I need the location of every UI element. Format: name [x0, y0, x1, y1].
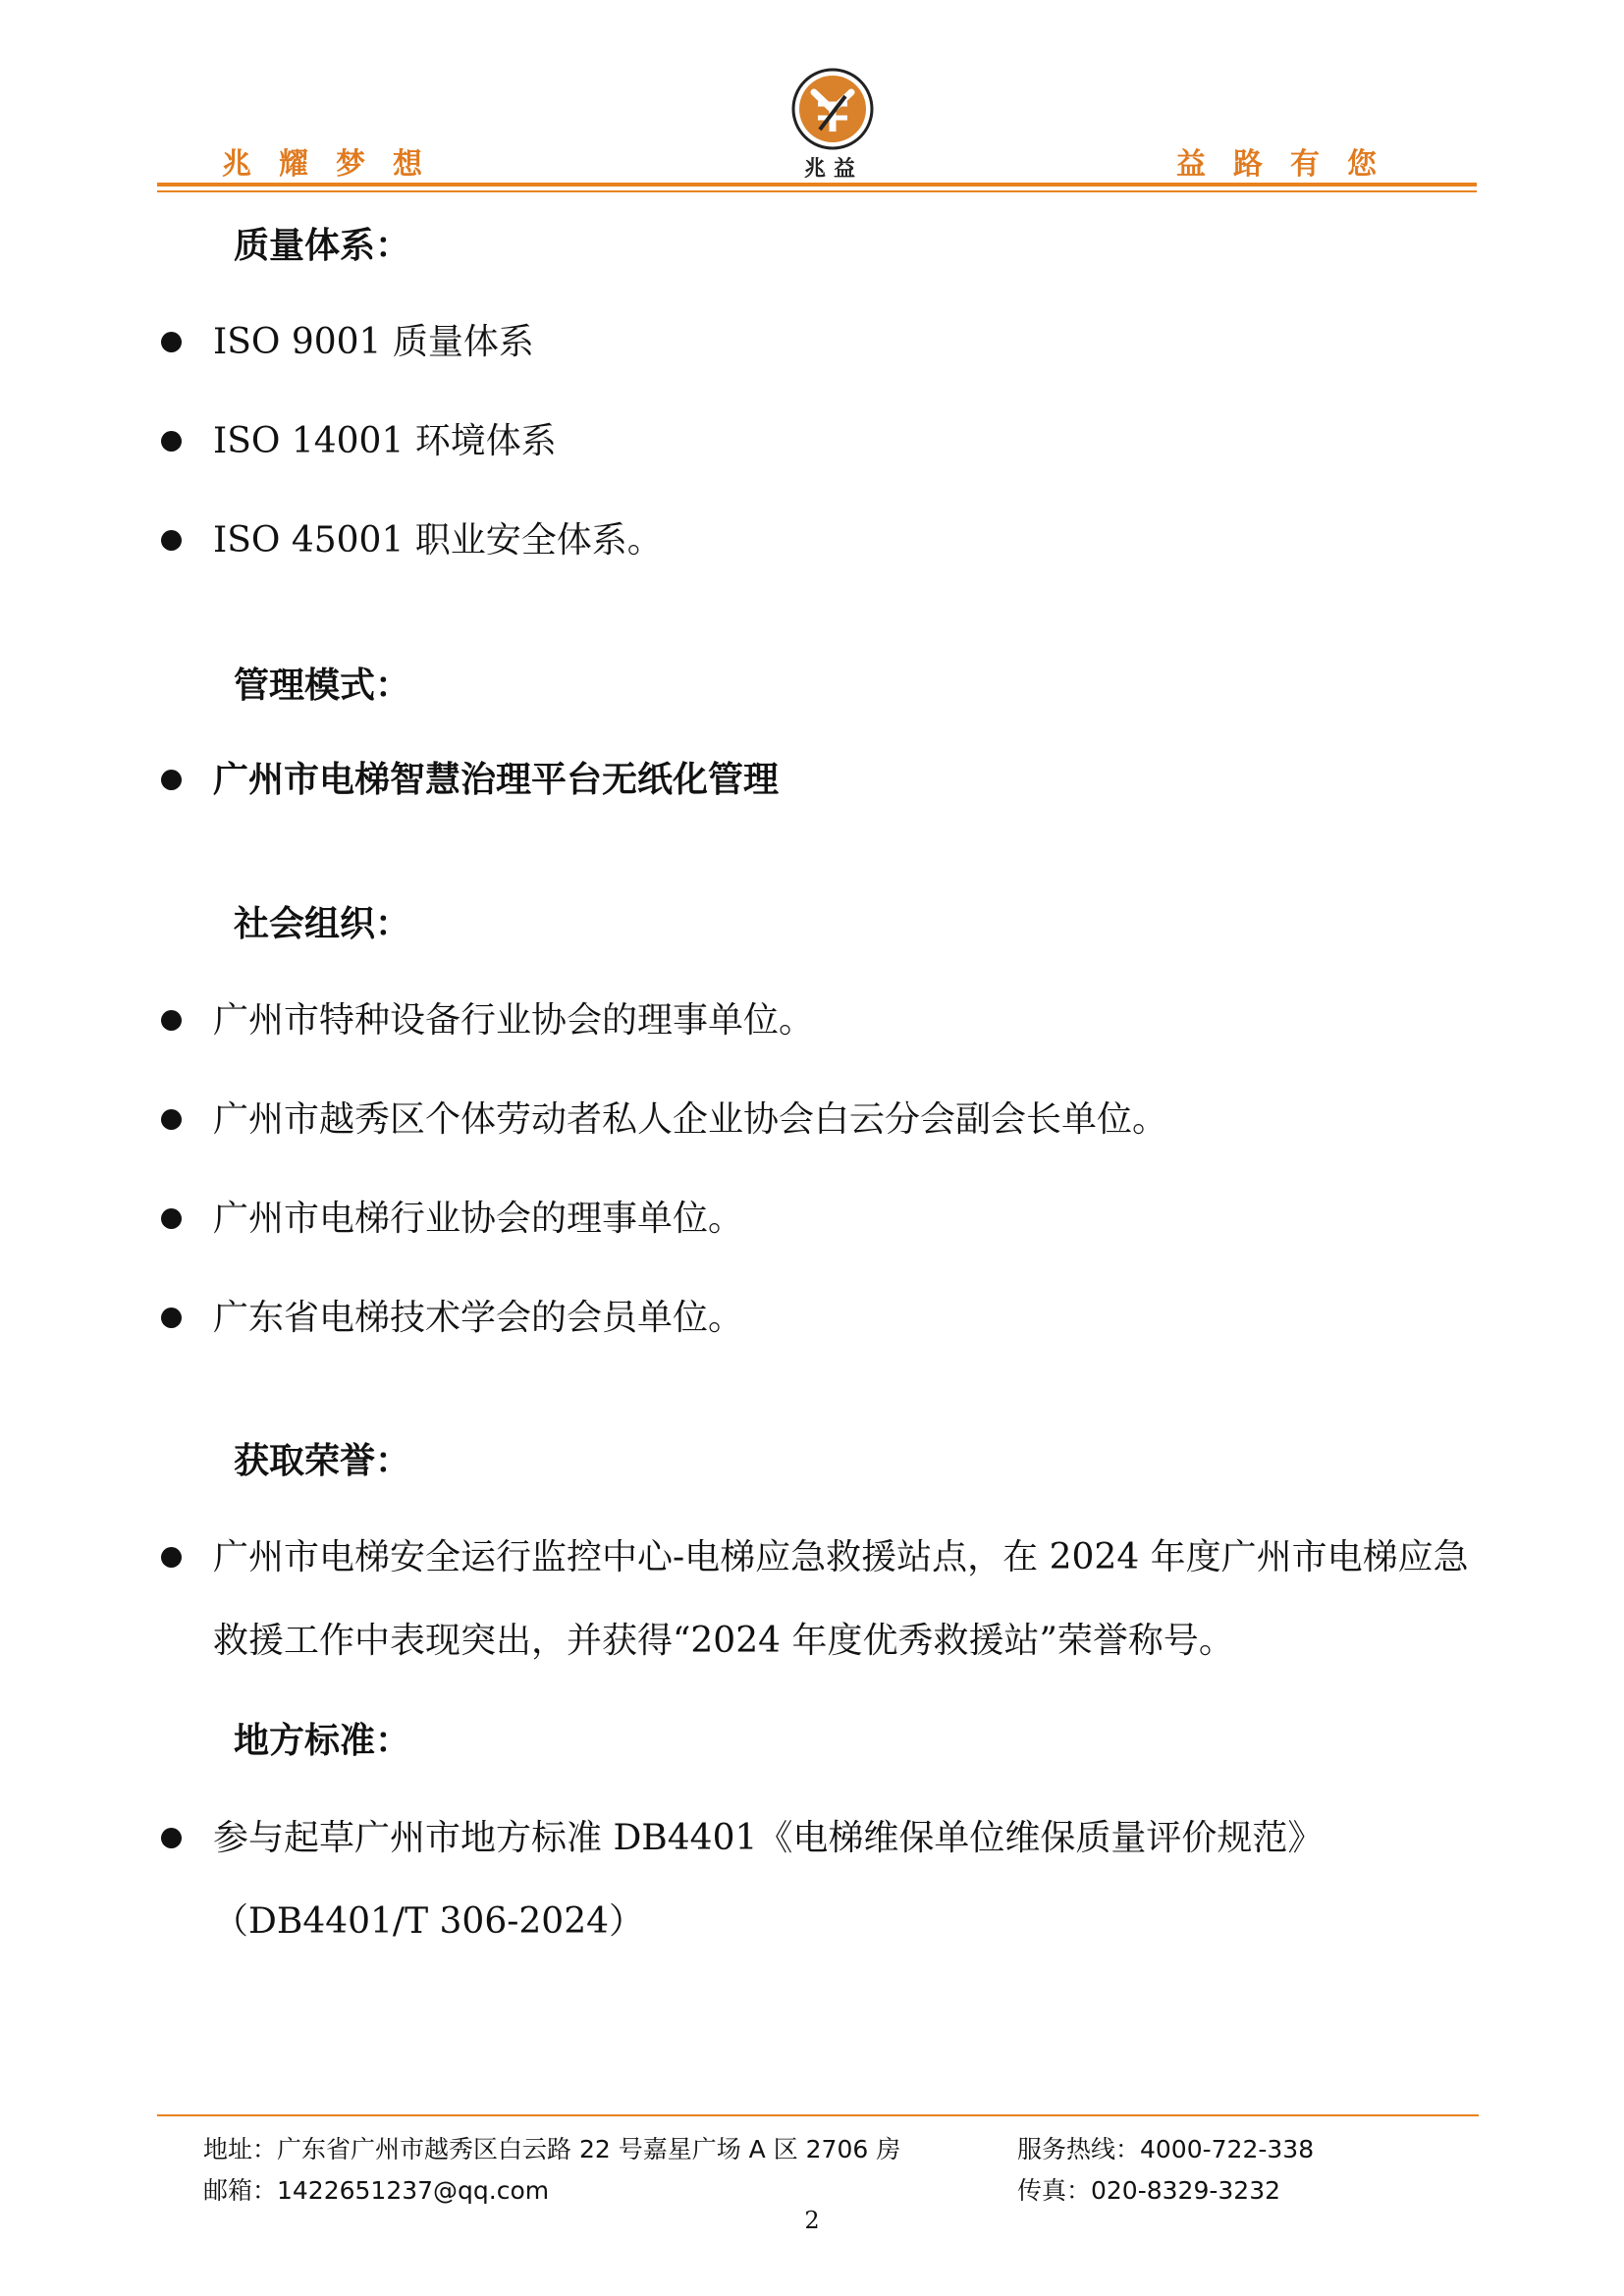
company-logo-icon — [790, 67, 875, 151]
header-rule-thin — [157, 190, 1477, 192]
section-heading-local-standard: 地方标准： — [234, 1721, 411, 1761]
bullet-icon — [161, 530, 182, 551]
list-item: 广州市电梯行业协会的理事单位。 — [213, 1199, 744, 1239]
page-number: 2 — [804, 2207, 820, 2234]
bullet-icon — [161, 1208, 182, 1229]
bullet-icon — [161, 431, 182, 452]
logo-caption: 兆益 — [803, 156, 863, 182]
header-slogan-right: 益路有您 — [1176, 147, 1404, 182]
section-heading-honors: 获取荣誉： — [234, 1441, 411, 1481]
list-item: ISO 45001 职业安全体系。 — [213, 520, 663, 561]
list-item: 广东省电梯技术学会的会员单位。 — [213, 1298, 744, 1338]
bullet-icon — [161, 1828, 182, 1848]
footer-address: 地址：广东省广州市越秀区白云路 22 号嘉星广场 A 区 2706 房 — [203, 2135, 901, 2163]
list-item: 广州市电梯安全运行监控中心-电梯应急救援站点，在 2024 年度广州市电梯应急救援工作中表现突出，并获得“2024 年度优秀救援站”荣誉称号。 — [213, 1537, 1469, 1661]
list-item: 广州市电梯智慧治理平台无纸化管理 — [213, 760, 780, 800]
bullet-icon — [161, 770, 182, 790]
bullet-icon — [161, 1010, 182, 1031]
section-heading-management: 管理模式： — [234, 666, 411, 706]
footer-email: 邮箱：1422651237@qq.com — [203, 2176, 550, 2205]
list-item: ISO 9001 质量体系 — [213, 322, 534, 362]
footer-hotline: 服务热线：4000-722-338 — [1017, 2135, 1315, 2163]
bullet-icon — [161, 1109, 182, 1130]
section-heading-organizations: 社会组织： — [234, 904, 411, 944]
list-item: 参与起草广州市地方标准 DB4401《电梯维保单位维保质量评价规范》（DB4401/T 306-2024） — [213, 1818, 1324, 1942]
list-item: 广州市特种设备行业协会的理事单位。 — [213, 1000, 815, 1041]
list-item: 广州市越秀区个体劳动者私人企业协会白云分会副会长单位。 — [213, 1099, 1168, 1140]
footer-rule — [157, 2114, 1479, 2116]
bullet-icon — [161, 1308, 182, 1328]
header-rule — [157, 183, 1477, 187]
footer-fax: 传真：020-8329-3232 — [1017, 2176, 1281, 2205]
section-heading-quality: 质量体系： — [234, 226, 411, 266]
bullet-icon — [161, 1547, 182, 1568]
bullet-icon — [161, 332, 182, 352]
header-slogan-left: 兆耀梦想 — [222, 147, 450, 182]
list-item: ISO 14001 环境体系 — [213, 421, 557, 461]
